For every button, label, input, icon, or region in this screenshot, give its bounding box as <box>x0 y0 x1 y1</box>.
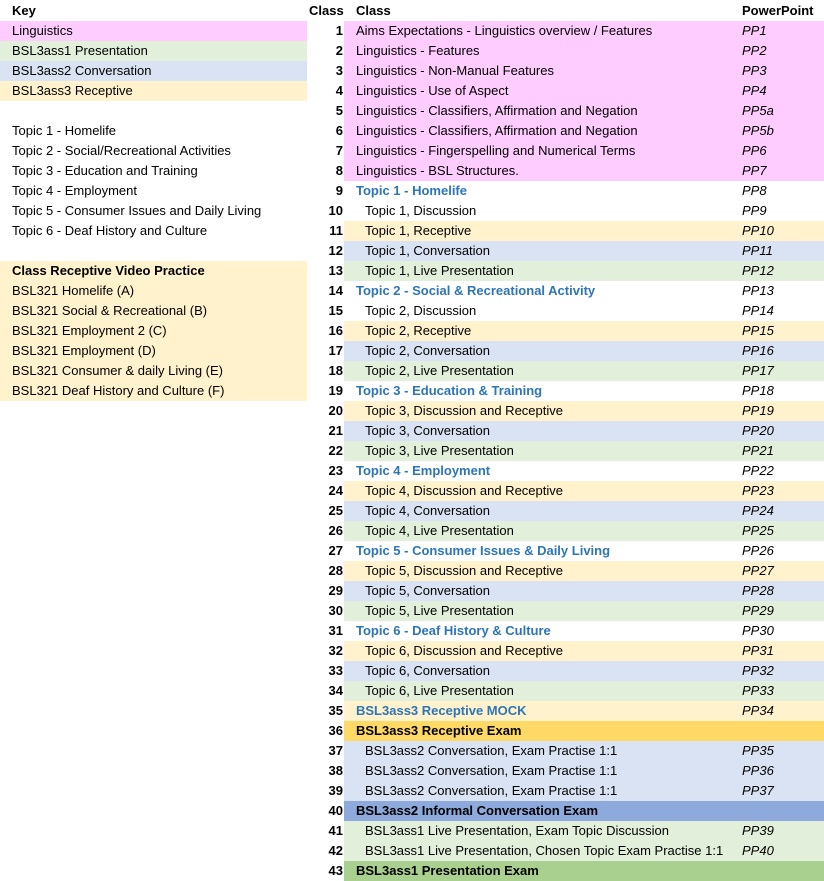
schedule-row <box>309 621 824 641</box>
video-practice-item-label: BSL321 Consumer & daily Living (E) <box>12 363 223 378</box>
powerpoint-ref: PP31 <box>742 643 774 658</box>
class-title: Topic 6 - Deaf History & Culture <box>356 623 551 638</box>
schedule-row <box>309 161 824 181</box>
schedule-row <box>309 341 824 361</box>
class-cell <box>344 861 824 881</box>
schedule-row <box>309 681 824 701</box>
class-cell <box>344 561 824 581</box>
class-cell <box>344 181 824 201</box>
powerpoint-ref: PP22 <box>742 463 774 478</box>
video-practice-item-label: BSL321 Employment 2 (C) <box>12 323 167 338</box>
schedule-row <box>309 521 824 541</box>
class-number: 5 <box>335 103 343 118</box>
video-practice-item <box>0 361 307 381</box>
class-title: BSL3ass1 Presentation Exam <box>356 863 539 878</box>
powerpoint-ref: PP18 <box>742 383 774 398</box>
class-title: Linguistics - Use of Aspect <box>356 83 509 98</box>
class-number: 41 <box>328 823 343 838</box>
class-number: 16 <box>328 323 343 338</box>
class-title: Linguistics - BSL Structures. <box>356 163 519 178</box>
class-cell <box>344 121 824 141</box>
class-cell <box>344 521 824 541</box>
class-cell <box>344 41 824 61</box>
class-title: Aims Expectations - Linguistics overview / Features <box>356 23 653 38</box>
class-cell <box>344 361 824 381</box>
powerpoint-ref: PP37 <box>742 783 774 798</box>
schedule-row <box>309 221 824 241</box>
schedule-row <box>309 241 824 261</box>
class-title: Linguistics - Features <box>356 43 480 58</box>
class-cell <box>344 141 824 161</box>
powerpoint-ref: PP5b <box>742 123 774 138</box>
schedule-row <box>309 281 824 301</box>
class-number: 9 <box>335 183 343 198</box>
video-practice-title <box>0 261 307 281</box>
class-number: 29 <box>328 583 343 598</box>
class-cell <box>344 421 824 441</box>
video-practice-item <box>0 281 307 301</box>
class-cell <box>344 201 824 221</box>
schedule-row <box>309 541 824 561</box>
class-title: Topic 2, Live Presentation <box>365 363 514 378</box>
class-cell <box>344 241 824 261</box>
key-item <box>0 81 307 101</box>
class-title: Topic 3, Discussion and Receptive <box>365 403 563 418</box>
video-practice-item-label: BSL321 Social & Recreational (B) <box>12 303 208 318</box>
class-cell <box>344 541 824 561</box>
schedule-row <box>309 861 824 881</box>
class-number: 32 <box>328 643 343 658</box>
class-title: Topic 2, Discussion <box>365 303 477 318</box>
schedule-row <box>309 381 824 401</box>
schedule-row <box>309 721 824 741</box>
class-number: 13 <box>328 263 343 278</box>
class-number: 37 <box>328 743 343 758</box>
video-practice-item <box>0 381 307 401</box>
class-number: 21 <box>328 423 343 438</box>
powerpoint-ref: PP16 <box>742 343 774 358</box>
class-number: 19 <box>328 383 343 398</box>
schedule-row <box>309 201 824 221</box>
class-cell <box>344 441 824 461</box>
class-cell <box>344 341 824 361</box>
class-cell <box>344 81 824 101</box>
class-title: BSL3ass2 Conversation, Exam Practise 1:1 <box>365 743 618 758</box>
powerpoint-ref: PP5a <box>742 103 774 118</box>
class-cell <box>344 621 824 641</box>
key-header: Key <box>12 3 36 18</box>
schedule-row <box>309 501 824 521</box>
powerpoint-ref: PP11 <box>742 243 773 258</box>
key-item-label: BSL3ass2 Conversation <box>12 63 152 78</box>
schedule-row <box>309 701 824 721</box>
powerpoint-ref: PP33 <box>742 683 774 698</box>
class-cell <box>344 401 824 421</box>
class-number: 14 <box>328 283 343 298</box>
class-title: Linguistics - Non-Manual Features <box>356 63 554 78</box>
class-title: Linguistics - Classifiers, Affirmation and Negation <box>356 103 638 118</box>
class-title: Topic 6, Live Presentation <box>365 683 514 698</box>
class-cell <box>344 741 824 761</box>
class-number: 25 <box>328 503 343 518</box>
topic-list-item: Topic 5 - Consumer Issues and Daily Living <box>12 203 262 218</box>
schedule-row <box>309 561 824 581</box>
key-item-label: BSL3ass3 Receptive <box>12 83 133 98</box>
class-title: BSL3ass2 Informal Conversation Exam <box>356 803 599 818</box>
class-cell <box>344 581 824 601</box>
class-title: Topic 6, Discussion and Receptive <box>365 643 563 658</box>
class-title: Topic 4 - Employment <box>356 463 491 478</box>
powerpoint-ref: PP12 <box>742 263 774 278</box>
class-cell <box>344 801 824 821</box>
schedule-row <box>309 661 824 681</box>
class-number: 22 <box>328 443 343 458</box>
powerpoint-ref: PP40 <box>742 843 774 858</box>
video-practice-item <box>0 321 307 341</box>
class-number: 26 <box>328 523 343 538</box>
key-item-label: BSL3ass1 Presentation <box>12 43 148 58</box>
class-title: Topic 2, Receptive <box>365 323 472 338</box>
class-title: Topic 5, Discussion and Receptive <box>365 563 563 578</box>
class-title: BSL3ass3 Receptive MOCK <box>356 703 527 718</box>
class-number: 39 <box>328 783 343 798</box>
class-title: Topic 4, Conversation <box>365 503 491 518</box>
class-title: Topic 4, Live Presentation <box>365 523 514 538</box>
class-cell <box>344 461 824 481</box>
schedule-row <box>309 181 824 201</box>
class-cell <box>344 101 824 121</box>
powerpoint-ref: PP10 <box>742 223 774 238</box>
powerpoint-ref: PP19 <box>742 403 774 418</box>
class-header: Class <box>356 3 391 18</box>
class-number: 2 <box>335 43 343 58</box>
schedule-row <box>309 741 824 761</box>
schedule-row <box>309 141 824 161</box>
class-title: Topic 6, Conversation <box>365 663 491 678</box>
class-number: 7 <box>335 143 343 158</box>
schedule-row <box>309 481 824 501</box>
class-title: BSL3ass1 Live Presentation, Chosen Topic Exam Practise 1:1 <box>365 843 724 858</box>
schedule-row <box>309 361 824 381</box>
class-number: 6 <box>335 123 343 138</box>
class-cell <box>344 761 824 781</box>
class-title: Topic 3, Conversation <box>365 423 491 438</box>
schedule-row <box>309 461 824 481</box>
schedule-row <box>309 261 824 281</box>
powerpoint-ref: PP20 <box>742 423 774 438</box>
class-number: 43 <box>328 863 343 878</box>
class-number-header: Class <box>309 3 344 18</box>
class-cell <box>344 481 824 501</box>
class-number: 12 <box>328 243 343 258</box>
class-cell <box>344 721 824 741</box>
class-number: 36 <box>328 723 343 738</box>
schedule-row <box>309 41 824 61</box>
class-cell <box>344 301 824 321</box>
class-number: 18 <box>328 363 343 378</box>
powerpoint-ref: PP34 <box>742 703 774 718</box>
class-title: Topic 4, Discussion and Receptive <box>365 483 563 498</box>
class-cell <box>344 321 824 341</box>
key-item <box>0 21 307 41</box>
video-practice-item <box>0 341 307 361</box>
class-title: Linguistics - Fingerspelling and Numerical Terms <box>356 143 636 158</box>
schedule-row <box>309 641 824 661</box>
class-title: Topic 5, Live Presentation <box>365 603 514 618</box>
class-title: Topic 3 - Education & Training <box>356 383 543 398</box>
schedule-row <box>309 101 824 121</box>
class-title: Topic 5, Conversation <box>365 583 491 598</box>
schedule-row <box>309 781 824 801</box>
class-cell <box>344 21 824 41</box>
key-item <box>0 61 307 81</box>
class-number: 11 <box>329 223 343 238</box>
class-cell <box>344 821 824 841</box>
powerpoint-ref: PP17 <box>742 363 774 378</box>
powerpoint-ref: PP14 <box>742 303 774 318</box>
schedule-row <box>309 421 824 441</box>
class-number: 27 <box>328 543 343 558</box>
class-number: 8 <box>335 163 343 178</box>
class-number: 23 <box>328 463 343 478</box>
powerpoint-header: PowerPoint <box>742 3 814 18</box>
schedule-row <box>309 21 824 41</box>
class-title: Topic 1 - Homelife <box>356 183 467 198</box>
class-cell <box>344 281 824 301</box>
class-number: 10 <box>328 203 343 218</box>
schedule-row <box>309 821 824 841</box>
class-title: Topic 1, Live Presentation <box>365 263 514 278</box>
powerpoint-ref: PP28 <box>742 583 774 598</box>
schedule-row <box>309 581 824 601</box>
key-item <box>0 41 307 61</box>
class-cell <box>344 781 824 801</box>
class-number: 33 <box>328 663 343 678</box>
powerpoint-ref: PP39 <box>742 823 774 838</box>
class-cell <box>344 701 824 721</box>
topic-list-item: Topic 1 - Homelife <box>12 123 117 138</box>
powerpoint-ref: PP1 <box>742 23 767 38</box>
powerpoint-ref: PP15 <box>742 323 774 338</box>
powerpoint-ref: PP26 <box>742 543 774 558</box>
powerpoint-ref: PP7 <box>742 163 767 178</box>
class-cell <box>344 381 824 401</box>
powerpoint-ref: PP32 <box>742 663 774 678</box>
schedule-row <box>309 801 824 821</box>
class-title: Topic 2 - Social & Recreational Activity <box>356 283 596 298</box>
powerpoint-ref: PP13 <box>742 283 774 298</box>
powerpoint-ref: PP2 <box>742 43 767 58</box>
schedule-row <box>309 81 824 101</box>
schedule-row <box>309 401 824 421</box>
video-practice-item-label: BSL321 Deaf History and Culture (F) <box>12 383 225 398</box>
class-cell <box>344 661 824 681</box>
schedule-row <box>309 441 824 461</box>
class-number: 3 <box>335 63 343 78</box>
class-cell <box>344 221 824 241</box>
class-number: 42 <box>328 843 343 858</box>
key-item-label: Linguistics <box>12 23 73 38</box>
class-cell <box>344 601 824 621</box>
class-title: Topic 5 - Consumer Issues & Daily Living <box>356 543 611 558</box>
class-number: 38 <box>328 763 343 778</box>
schedule-row <box>309 761 824 781</box>
class-title: BSL3ass2 Conversation, Exam Practise 1:1 <box>365 783 618 798</box>
class-title: Topic 2, Conversation <box>365 343 491 358</box>
class-number: 31 <box>328 623 343 638</box>
video-practice-item-label: BSL321 Homelife (A) <box>12 283 135 298</box>
class-number: 4 <box>335 83 343 98</box>
powerpoint-ref: PP3 <box>742 63 767 78</box>
topic-list-item: Topic 2 - Social/Recreational Activities <box>12 143 231 158</box>
class-number: 20 <box>328 403 343 418</box>
class-title: BSL3ass3 Receptive Exam <box>356 723 522 738</box>
schedule-row <box>309 121 824 141</box>
class-title: BSL3ass1 Live Presentation, Exam Topic Discussion <box>365 823 669 838</box>
powerpoint-ref: PP8 <box>742 183 767 198</box>
powerpoint-ref: PP23 <box>742 483 774 498</box>
video-practice-item <box>0 301 307 321</box>
class-number: 15 <box>328 303 343 318</box>
class-number: 17 <box>328 343 343 358</box>
schedule-row <box>309 321 824 341</box>
class-title: Topic 1, Conversation <box>365 243 491 258</box>
powerpoint-ref: PP27 <box>742 563 774 578</box>
class-cell <box>344 641 824 661</box>
powerpoint-ref: PP6 <box>742 143 767 158</box>
powerpoint-ref: PP36 <box>742 763 774 778</box>
class-title: Topic 1, Discussion <box>365 203 477 218</box>
class-cell <box>344 501 824 521</box>
class-title: BSL3ass2 Conversation, Exam Practise 1:1 <box>365 763 618 778</box>
class-title: Linguistics - Classifiers, Affirmation and Negation <box>356 123 638 138</box>
class-number: 40 <box>328 803 343 818</box>
topic-list-item: Topic 4 - Employment <box>12 183 137 198</box>
class-cell <box>344 61 824 81</box>
schedule-row <box>309 601 824 621</box>
class-title: Topic 1, Receptive <box>365 223 472 238</box>
class-number: 28 <box>328 563 343 578</box>
video-practice-title-text: Class Receptive Video Practice <box>12 263 205 278</box>
powerpoint-ref: PP24 <box>742 503 774 518</box>
powerpoint-ref: PP30 <box>742 623 774 638</box>
schedule-row <box>309 301 824 321</box>
class-cell <box>344 161 824 181</box>
powerpoint-ref: PP29 <box>742 603 774 618</box>
class-number: 34 <box>328 683 343 698</box>
class-cell <box>344 841 824 861</box>
video-practice-item-label: BSL321 Employment (D) <box>12 343 156 358</box>
powerpoint-ref: PP35 <box>742 743 774 758</box>
class-number: 1 <box>335 23 343 38</box>
class-number: 35 <box>328 703 343 718</box>
powerpoint-ref: PP25 <box>742 523 774 538</box>
schedule-row <box>309 61 824 81</box>
powerpoint-ref: PP9 <box>742 203 767 218</box>
class-number: 30 <box>328 603 343 618</box>
class-cell <box>344 261 824 281</box>
topic-list-item: Topic 3 - Education and Training <box>12 163 198 178</box>
schedule-row <box>309 841 824 861</box>
powerpoint-ref: PP4 <box>742 83 767 98</box>
class-cell <box>344 681 824 701</box>
class-title: Topic 3, Live Presentation <box>365 443 514 458</box>
powerpoint-ref: PP21 <box>742 443 774 458</box>
class-number: 24 <box>328 483 343 498</box>
topic-list-item: Topic 6 - Deaf History and Culture <box>12 223 208 238</box>
